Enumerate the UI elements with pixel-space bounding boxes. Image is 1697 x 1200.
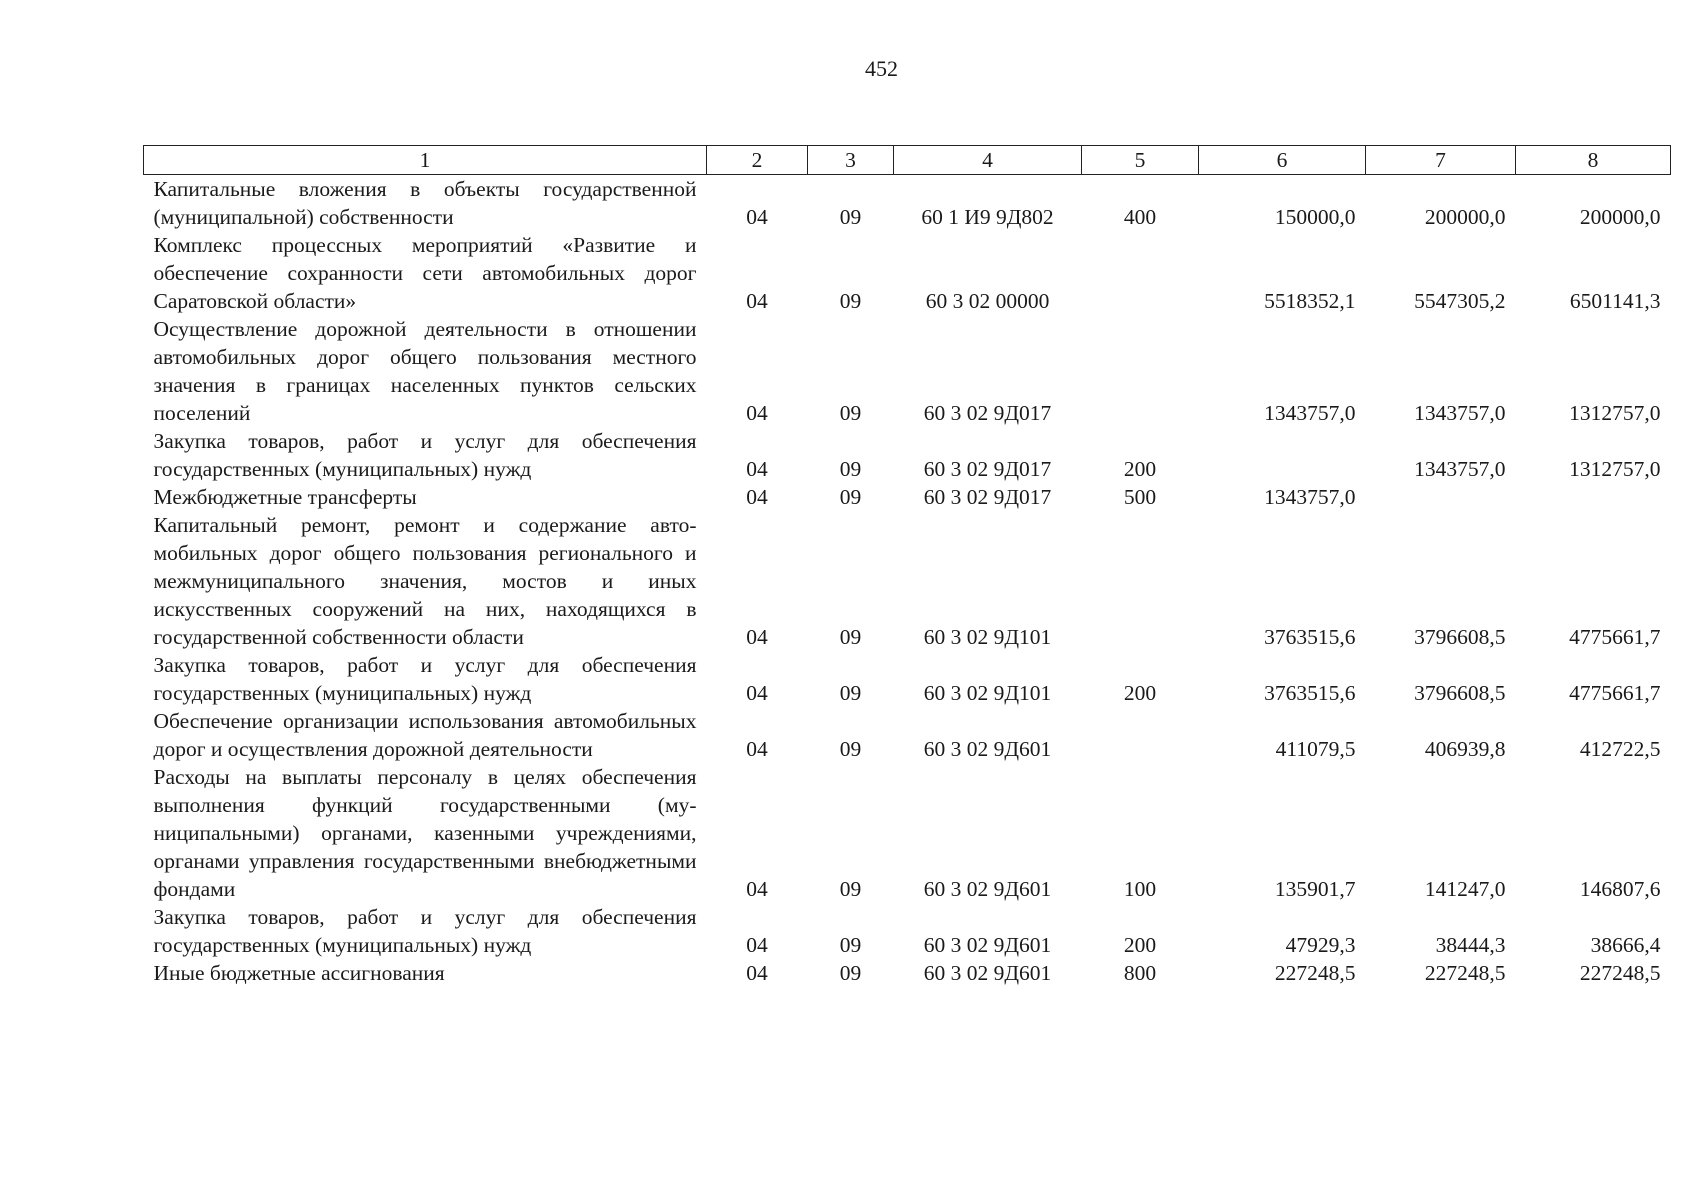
row-amount-col8: 4775661,7: [1569, 625, 1661, 649]
budget-table: [143, 145, 1671, 987]
row-subsection: 09: [839, 401, 862, 425]
row-amount-col8: 200000,0: [1579, 205, 1661, 229]
row-subsection: 09: [839, 205, 862, 229]
row-target-article: 60 3 02 9Д601: [923, 933, 1052, 957]
row-name: Капитальные вложения в объекты государственной (муниципальной) собственности: [153, 177, 697, 229]
row-section: 04: [746, 485, 768, 509]
row-target-article: 60 3 02 9Д601: [923, 961, 1052, 985]
row-subsection: 09: [839, 625, 862, 649]
row-expense-type: 200: [1123, 457, 1157, 481]
row-expense-type: 500: [1123, 485, 1157, 509]
row-target-article: 60 3 02 9Д601: [923, 737, 1052, 761]
row-amount-col6: 47929,3: [1285, 933, 1356, 957]
row-name: Закупка товаров, работ и услуг для обеспечения государственных (муниципальных) нужд: [153, 429, 697, 481]
row-amount-col8: 146807,6: [1579, 877, 1661, 901]
row-expense-type: 800: [1123, 961, 1157, 985]
row-expense-type: [1082, 231, 1199, 315]
row-expense-type: [1082, 511, 1199, 651]
row-section: 04: [746, 961, 768, 985]
row-target-article: 60 3 02 9Д101: [923, 681, 1052, 705]
row-subsection: 09: [839, 737, 862, 761]
row-amount-col8: 412722,5: [1579, 737, 1661, 761]
row-target-article: 60 3 02 9Д017: [923, 457, 1052, 481]
header-col-7: 7: [1366, 146, 1516, 175]
page-number: 452: [865, 56, 898, 81]
row-amount-col7: 38444,3: [1435, 933, 1506, 957]
row-amount-col8: 38666,4: [1590, 933, 1661, 957]
row-name: Закупка товаров, работ и услуг для обеспечения государственных (муниципальных) нужд: [153, 905, 697, 957]
table-row: [144, 763, 1671, 903]
row-amount-col6: 1343757,0: [1264, 401, 1356, 425]
row-target-article: 60 3 02 9Д017: [923, 401, 1052, 425]
row-target-article: 60 1 И9 9Д802: [921, 205, 1054, 229]
table-row: [144, 175, 1671, 232]
table-row: [144, 315, 1671, 427]
row-expense-type: 200: [1123, 933, 1157, 957]
row-subsection: 09: [839, 457, 862, 481]
row-amount-col7: 406939,8: [1424, 737, 1506, 761]
row-section: 04: [746, 737, 768, 761]
table-row: [144, 903, 1671, 959]
row-name: Комплекс процессных мероприятий «Развитие и обеспечение сохранности сети автомобильных дорог Саратовской области»: [153, 233, 697, 313]
row-amount-col7: 1343757,0: [1414, 457, 1506, 481]
row-amount-col6: 1343757,0: [1264, 485, 1356, 509]
row-target-article: 60 3 02 9Д101: [923, 625, 1052, 649]
row-expense-type: 100: [1123, 877, 1157, 901]
row-subsection: 09: [839, 485, 862, 509]
row-name: Обеспечение организации использования автомобильных дорог и осуществления дорожной деятельности: [153, 709, 697, 761]
row-amount-col6: 411079,5: [1275, 737, 1356, 761]
row-amount-col6: 227248,5: [1274, 961, 1356, 985]
row-amount-col6: 3763515,6: [1264, 681, 1356, 705]
row-amount-col8: 6501141,3: [1569, 289, 1661, 313]
row-section: 04: [746, 457, 768, 481]
header-col-3: 3: [808, 146, 894, 175]
header-col-1: 1: [144, 146, 707, 175]
row-section: 04: [746, 205, 768, 229]
row-name: Закупка товаров, работ и услуг для обеспечения государственных (муниципальных) нужд: [153, 653, 697, 705]
row-amount-col8: [1516, 483, 1671, 511]
row-subsection: 09: [839, 933, 862, 957]
table-row: [144, 231, 1671, 315]
row-amount-col7: 3796608,5: [1414, 681, 1506, 705]
row-target-article: 60 3 02 00000: [925, 289, 1050, 313]
row-name: Осуществление дорожной деятельности в отношении автомобильных дорог общего пользования местного значения в границах населенных пунктов сельских поселений: [153, 317, 697, 425]
row-target-article: 60 3 02 9Д017: [923, 485, 1052, 509]
row-section: 04: [746, 401, 768, 425]
row-subsection: 09: [839, 877, 862, 901]
row-name: Иные бюджетные ассигнования: [153, 961, 445, 985]
table-header: [144, 146, 1671, 175]
row-amount-col6: 150000,0: [1274, 205, 1356, 229]
row-expense-type: 200: [1123, 681, 1157, 705]
row-name: Расходы на выплаты персоналу в целях обеспечения выполнения функций государственными (муниципальными) органами, казенными учреждениями, органами управления государственными внебюджетными фондами: [153, 765, 697, 901]
row-amount-col6: [1199, 427, 1366, 483]
row-name: Межбюджетные трансферты: [153, 485, 417, 509]
header-col-5: 5: [1082, 146, 1199, 175]
table-row: [144, 651, 1671, 707]
header-col-6: 6: [1199, 146, 1366, 175]
header-col-8: 8: [1516, 146, 1671, 175]
row-section: 04: [746, 877, 768, 901]
table-row: [144, 427, 1671, 483]
row-amount-col6: 3763515,6: [1264, 625, 1356, 649]
header-col-4: 4: [894, 146, 1082, 175]
row-amount-col7: [1366, 483, 1516, 511]
row-amount-col8: 1312757,0: [1569, 457, 1661, 481]
row-amount-col7: 227248,5: [1424, 961, 1506, 985]
row-amount-col7: 3796608,5: [1414, 625, 1506, 649]
row-section: 04: [746, 681, 768, 705]
row-amount-col7: 200000,0: [1424, 205, 1506, 229]
row-amount-col8: 4775661,7: [1569, 681, 1661, 705]
table-row: [144, 511, 1671, 651]
row-section: 04: [746, 625, 768, 649]
row-section: 04: [746, 933, 768, 957]
header-col-2: 2: [707, 146, 808, 175]
row-subsection: 09: [839, 289, 862, 313]
row-subsection: 09: [839, 961, 862, 985]
row-amount-col7: 5547305,2: [1414, 289, 1506, 313]
header-row: [144, 146, 1671, 175]
row-expense-type: [1082, 315, 1199, 427]
row-amount-col7: 1343757,0: [1414, 401, 1506, 425]
row-target-article: 60 3 02 9Д601: [923, 877, 1052, 901]
row-name: Капитальный ремонт, ремонт и содержание автомобильных дорог общего пользования регионального и межмуниципального значения, мостов и иных искусственных сооружений на них, находящихся в государственной собственности области: [153, 513, 697, 649]
table-row: [144, 959, 1671, 987]
row-amount-col8: 1312757,0: [1569, 401, 1661, 425]
row-amount-col7: 141247,0: [1424, 877, 1506, 901]
row-amount-col6: 5518352,1: [1264, 289, 1356, 313]
row-amount-col6: 135901,7: [1274, 877, 1356, 901]
table-row: [144, 707, 1671, 763]
row-amount-col8: 227248,5: [1579, 961, 1661, 985]
row-expense-type: 400: [1123, 205, 1157, 229]
row-subsection: 09: [839, 681, 862, 705]
row-expense-type: [1082, 707, 1199, 763]
table-body: [144, 175, 1671, 988]
table-row: [144, 483, 1671, 511]
row-section: 04: [746, 289, 768, 313]
